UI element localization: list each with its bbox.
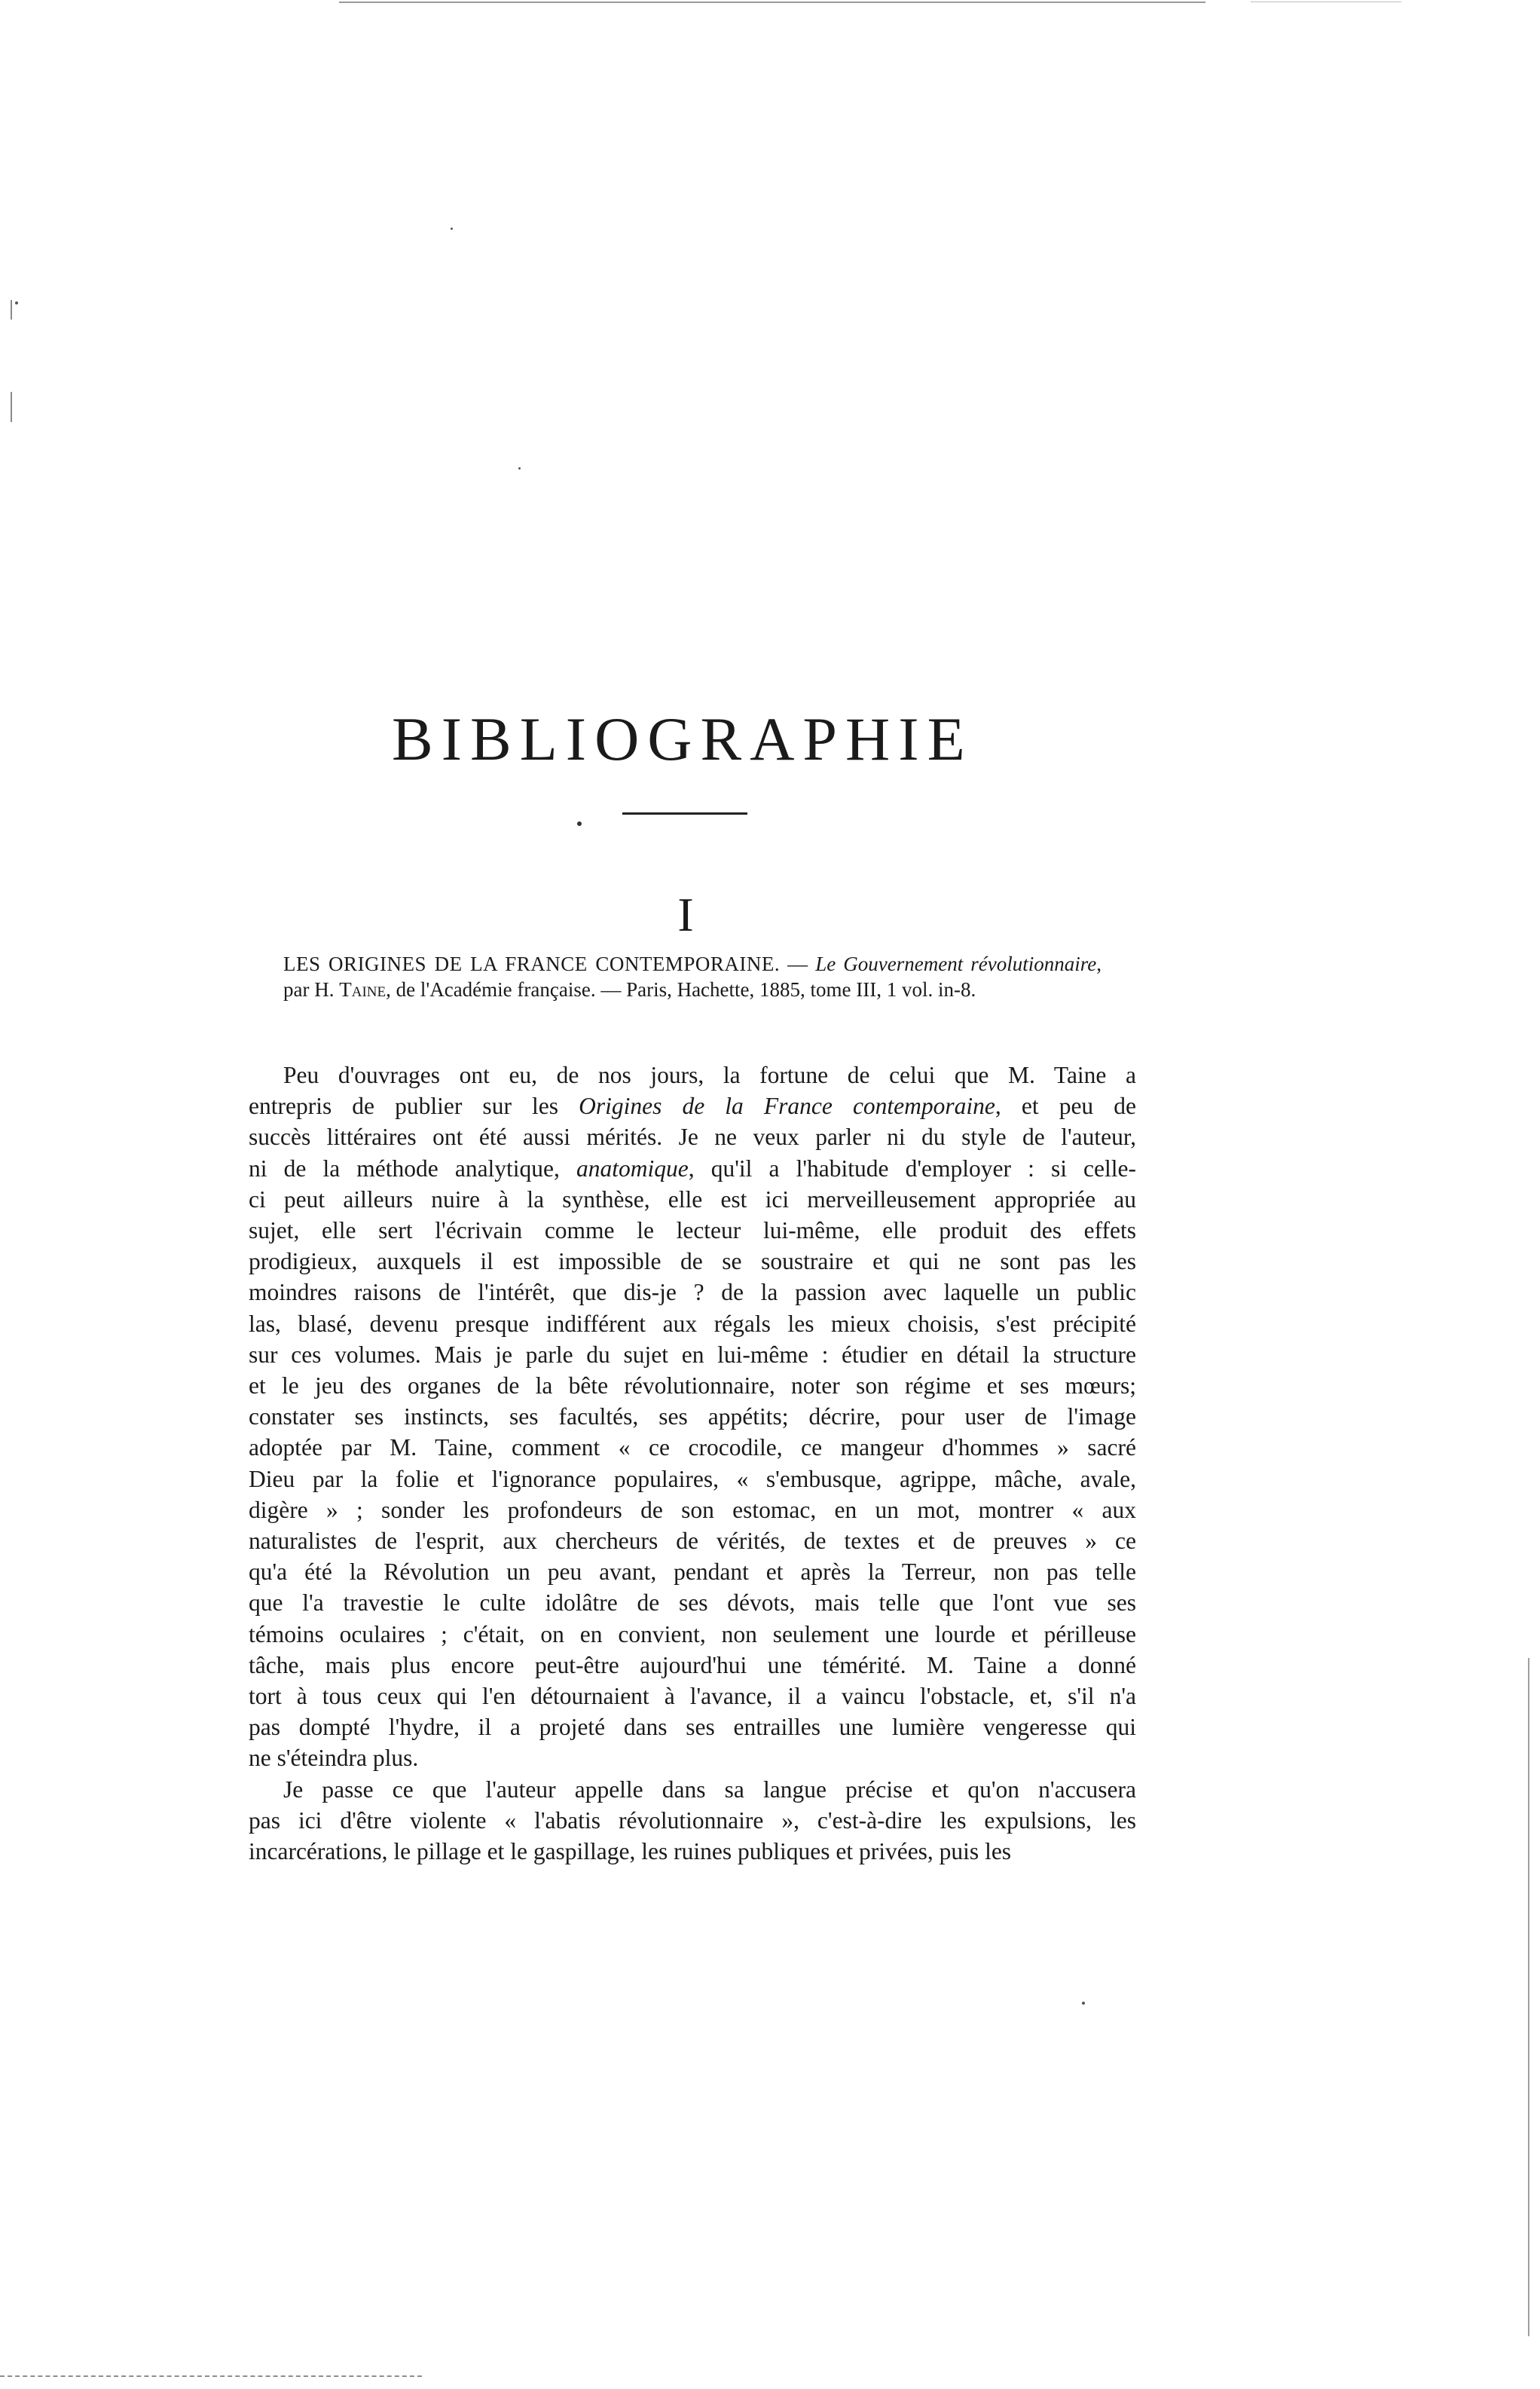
citation-author: Taine — [339, 978, 387, 1001]
text-run: tort à tous ceux qui l'en détournaient à l'avance, il a vaincu l'obstacle, et, s'il n'a — [249, 1683, 1136, 1710]
text-run: et le jeu des organes de la bête révolutionnaire, noter son régime et ses mœurs; — [249, 1372, 1136, 1399]
text-run: succès littéraires ont été aussi mérités. Je ne veux parler ni du style de l'auteur, — [249, 1124, 1136, 1151]
text-line — [249, 1121, 1136, 1152]
text-line — [249, 1277, 1136, 1308]
text-run: sujet, elle sert l'écrivain comme le lecteur lui-même, elle produit des effets — [249, 1217, 1136, 1244]
text-run: sur ces volumes. Mais je parle du sujet en lui-même : étudier en détail la structure — [249, 1341, 1136, 1368]
italic-run: anatomique — [576, 1155, 689, 1182]
text-line — [249, 1184, 1136, 1215]
paragraph — [249, 1060, 1136, 1774]
text-line — [249, 1246, 1136, 1277]
text-run: témoins oculaires ; c'était, on en convient, non seulement une lourde et périlleuse — [249, 1620, 1136, 1647]
citation-dash: — — [787, 953, 808, 975]
text-line — [249, 1805, 1136, 1836]
paragraph — [249, 1774, 1136, 1867]
scan-edge-artifact — [1528, 1658, 1529, 2336]
text-run: Peu d'ouvrages ont eu, de nos jours, la fortune de celui que M. Taine a — [283, 1062, 1136, 1088]
body-text — [249, 1060, 1136, 1867]
text-line — [249, 1587, 1136, 1618]
citation-publisher: Paris, Hachette, 1885, tome III, 1 vol. in-8. — [626, 978, 976, 1001]
text-line — [249, 1401, 1136, 1432]
text-line — [249, 1525, 1136, 1556]
scan-edge-artifact — [339, 2, 1205, 3]
text-run: pas ici d'être violente « l'abatis révolutionnaire », c'est-à-dire les expulsions, les — [249, 1806, 1136, 1834]
text-run: moindres raisons de l'intérêt, que dis-je ? de la passion avec laquelle un public — [249, 1279, 1136, 1306]
text-run: que l'a travestie le culte idolâtre de ses dévots, mais telle que l'ont vue ses — [249, 1589, 1136, 1617]
text-line — [249, 1711, 1136, 1742]
text-run: Dieu par la folie et l'ignorance populaires, « s'embusque, agrippe, mâche, avale, — [249, 1465, 1136, 1492]
citation-academy: , de l'Académie française. — [386, 978, 596, 1001]
text-line — [249, 1742, 1136, 1773]
italic-run: Origines de la France contemporaine — [579, 1093, 995, 1120]
scan-mark — [11, 392, 12, 422]
text-line — [249, 1215, 1136, 1246]
heading-block — [392, 705, 973, 773]
citation-title: LES ORIGINES DE LA FRANCE CONTEMPORAINE. — [283, 953, 781, 975]
text-run: pas dompté l'hydre, il a projeté dans ses entrailles une lumière vengeresse qui — [249, 1714, 1136, 1741]
section-number: I — [677, 888, 694, 941]
text-run: entrepris de publier sur les — [249, 1093, 579, 1120]
citation-by: , par H. — [283, 953, 1102, 1001]
text-run: ci peut ailleurs nuire à la synthèse, elle est ici merveilleusement appropriée au — [249, 1185, 1136, 1213]
text-run: qu'a été la Révolution un peu avant, pendant et après la Terreur, non pas telle — [249, 1559, 1136, 1586]
citation-dash: — — [600, 978, 622, 1001]
text-line — [249, 1464, 1136, 1494]
text-run: prodigieux, auxquels il est impossible de se soustraire et qui ne sont pas les — [249, 1248, 1136, 1275]
ornament-dot — [577, 821, 582, 826]
scan-speck — [1082, 2002, 1085, 2005]
text-run: naturalistes de l'esprit, aux chercheurs de vérités, de textes et de preuves » ce — [249, 1528, 1136, 1555]
text-run: ni de la méthode analytique, — [249, 1155, 577, 1182]
text-line — [249, 1060, 1136, 1090]
text-line — [249, 1339, 1136, 1370]
scan-speck — [15, 301, 18, 304]
page-title: BIBLIOGRAPHIE — [392, 705, 973, 773]
scan-speck — [451, 228, 453, 230]
text-run: tâche, mais plus encore peut-être aujourd'hui une témérité. M. Taine a donné — [249, 1651, 1136, 1678]
scan-mark — [11, 300, 12, 320]
text-line — [249, 1650, 1136, 1681]
text-line — [249, 1619, 1136, 1650]
text-run: digère » ; sonder les profondeurs de son estomac, en un mot, montrer « aux — [249, 1496, 1136, 1523]
scan-speck — [518, 467, 521, 470]
text-line — [249, 1494, 1136, 1525]
text-run: constater ses instincts, ses facultés, ses appétits; décrire, pour user de l'image — [249, 1403, 1136, 1430]
text-line — [249, 1556, 1136, 1587]
title-rule — [622, 812, 747, 815]
text-run: Je passe ce que l'auteur appelle dans sa langue précise et qu'on n'accusera — [283, 1776, 1136, 1803]
text-line — [249, 1308, 1136, 1339]
text-run: , qu'il a l'habitude d'employer : si celle- — [688, 1155, 1136, 1182]
text-run: ne s'éteindra plus. — [249, 1745, 419, 1772]
citation-subtitle: Le Gouvernement révolutionnaire — [815, 953, 1097, 975]
text-line — [249, 1090, 1136, 1121]
text-line — [249, 1370, 1136, 1401]
text-run: incarcérations, le pillage et le gaspillage, les ruines publiques et privées, puis les — [249, 1838, 1012, 1865]
text-run: las, blasé, devenu presque indifférent aux régals les mieux choisis, s'est précipité — [249, 1310, 1136, 1337]
text-line — [249, 1774, 1136, 1805]
text-line — [249, 1153, 1136, 1184]
bibliographic-citation — [283, 951, 1102, 1002]
text-run: adoptée par M. Taine, comment « ce crocodile, ce mangeur d'hommes » sacré — [249, 1434, 1136, 1461]
text-line — [249, 1681, 1136, 1711]
text-run: , et peu de — [995, 1093, 1137, 1120]
text-line — [249, 1836, 1136, 1867]
scan-edge-artifact — [0, 2375, 422, 2377]
text-line — [249, 1432, 1136, 1463]
